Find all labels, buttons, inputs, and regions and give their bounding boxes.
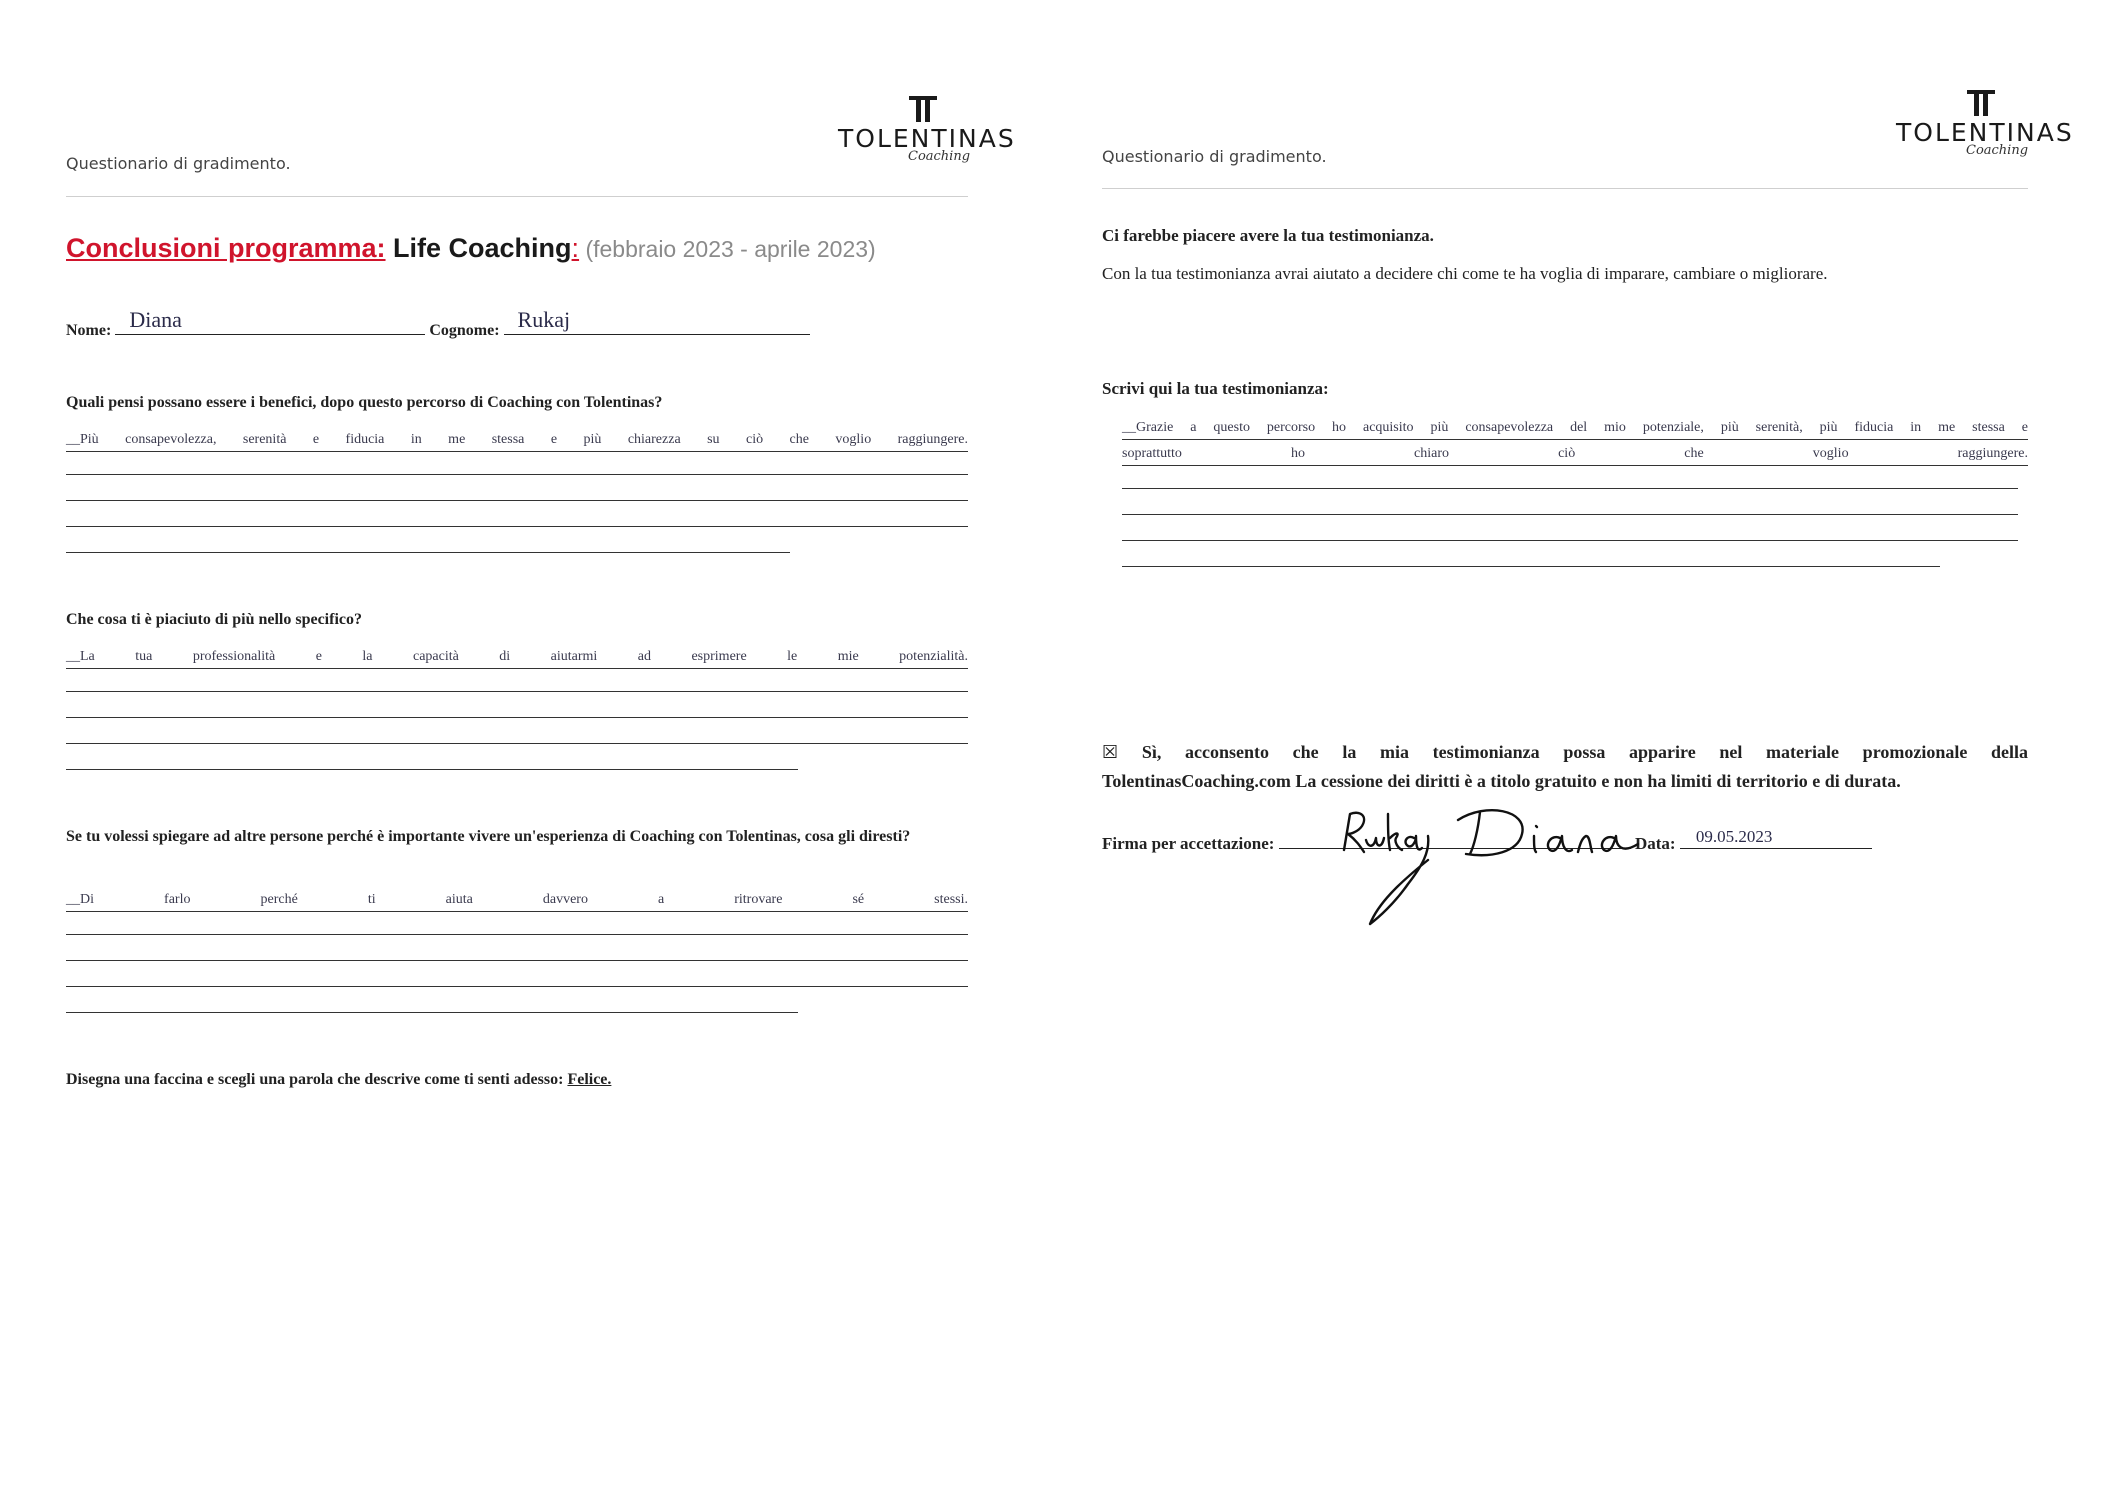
answer-3-line [66, 1012, 798, 1013]
handwritten-signature [1338, 800, 1678, 930]
answer-1-line [66, 552, 790, 553]
page-header: Questionario di gradimento. [1102, 147, 1327, 166]
date-field[interactable] [1680, 826, 1872, 849]
right-page [1058, 0, 2117, 1497]
testimony-line [1122, 514, 2018, 515]
testimony-line-1[interactable]: __Grazie a questo percorso ho acquisito più consapevolezza del mio potenziale, più serenità, più fiducia in me stessa e [1122, 418, 2028, 440]
intro-text: Con la tua testimonianza avrai aiutato a decidere chi come te ha voglia di imparare, cambiare o migliorare. [1102, 264, 1828, 283]
testimony-line [1122, 540, 2018, 541]
consent-text-2: TolentinasCoaching.com La cessione dei diritti è a titolo gratuito e non ha limiti di territorio e di durata. [1102, 771, 1901, 791]
cognome-field[interactable] [504, 307, 810, 335]
answer-2-line [66, 769, 798, 770]
tolentinas-logo [838, 94, 1016, 164]
answer-2-line [66, 691, 968, 692]
answer-3[interactable]: __Di farlo perché ti aiuta davvero a ritrovare sé stessi. [66, 890, 968, 912]
nome-value: Diana [129, 307, 182, 332]
page-header: Questionario di gradimento. [66, 154, 291, 173]
answer-3-line [66, 934, 968, 935]
page-title [66, 233, 876, 264]
question-4-label: Disegna una faccina e scegli una parola che descrive come ti senti adesso: [66, 1071, 564, 1088]
answer-1[interactable]: __Più consapevolezza, serenità e fiducia in me stessa e più chiarezza su ciò che voglio raggiungere. [66, 430, 968, 452]
left-page [0, 0, 1058, 1497]
answer-2-line [66, 717, 968, 718]
nome-field[interactable] [115, 307, 425, 335]
question-1: Quali pensi possano essere i benefici, dopo questo percorso di Coaching con Tolentinas? [66, 394, 663, 411]
name-row [66, 307, 810, 340]
tolentinas-logo [1896, 88, 2074, 158]
header-divider [1102, 188, 2028, 189]
testimony-line-2[interactable]: soprattutto ho chiaro ciò che voglio raggiungere. [1122, 444, 2028, 466]
date-value: 09.05.2023 [1695, 827, 1773, 846]
answer-3-line [66, 986, 968, 987]
consent-block [1102, 738, 2028, 795]
date-label: Data: [1634, 834, 1676, 853]
answer-1-line [66, 526, 968, 527]
title-conclusioni: Conclusioni programma: [66, 233, 386, 263]
logo-word: TOLENTINAS [838, 124, 1016, 153]
consent-checkbox[interactable]: ☒ [1102, 742, 1119, 763]
logo-sub: Coaching [908, 149, 971, 164]
testimony-line [1122, 488, 2018, 489]
intro-heading: Ci farebbe piacere avere la tua testimonianza. [1102, 226, 1434, 245]
signature-label: Firma per accettazione: [1102, 834, 1275, 853]
answer-3-line [66, 960, 968, 961]
question-3: Se tu volessi spiegare ad altre persone perché è importante vivere un'esperienza di Coaching con Tolentinas, cosa gli diresti? [66, 828, 911, 845]
logo-mark-icon [1965, 88, 1997, 118]
answer-2-line [66, 743, 968, 744]
testimony-label: Scrivi qui la tua testimonianza: [1102, 379, 1329, 398]
logo-mark-icon [907, 94, 939, 124]
cognome-label: Cognome: [429, 322, 500, 339]
feeling-word[interactable]: Felice. [567, 1071, 612, 1088]
logo-word: TOLENTINAS [1896, 118, 2074, 147]
consent-line-1 [1102, 738, 2028, 767]
question-4 [66, 1067, 968, 1093]
answer-1-line [66, 474, 968, 475]
logo-sub: Coaching [1966, 143, 2029, 158]
nome-label: Nome: [66, 322, 112, 339]
header-divider [66, 196, 968, 197]
title-dates: (febbraio 2023 - aprile 2023) [579, 236, 876, 262]
title-colon: : [571, 233, 580, 263]
cognome-value: Rukaj [517, 307, 571, 332]
testimony-line [1122, 566, 1940, 567]
question-2: Che cosa ti è piaciuto di più nello specifico? [66, 611, 362, 628]
answer-1-line [66, 500, 968, 501]
consent-text-1: Sì, acconsento che la mia testimonianza possa apparire nel materiale promozionale della [1141, 742, 2029, 762]
title-program: Life Coaching [385, 233, 572, 263]
answer-2[interactable]: __La tua professionalità e la capacità di aiutarmi ad esprimere le mie potenzialità. [66, 647, 968, 669]
